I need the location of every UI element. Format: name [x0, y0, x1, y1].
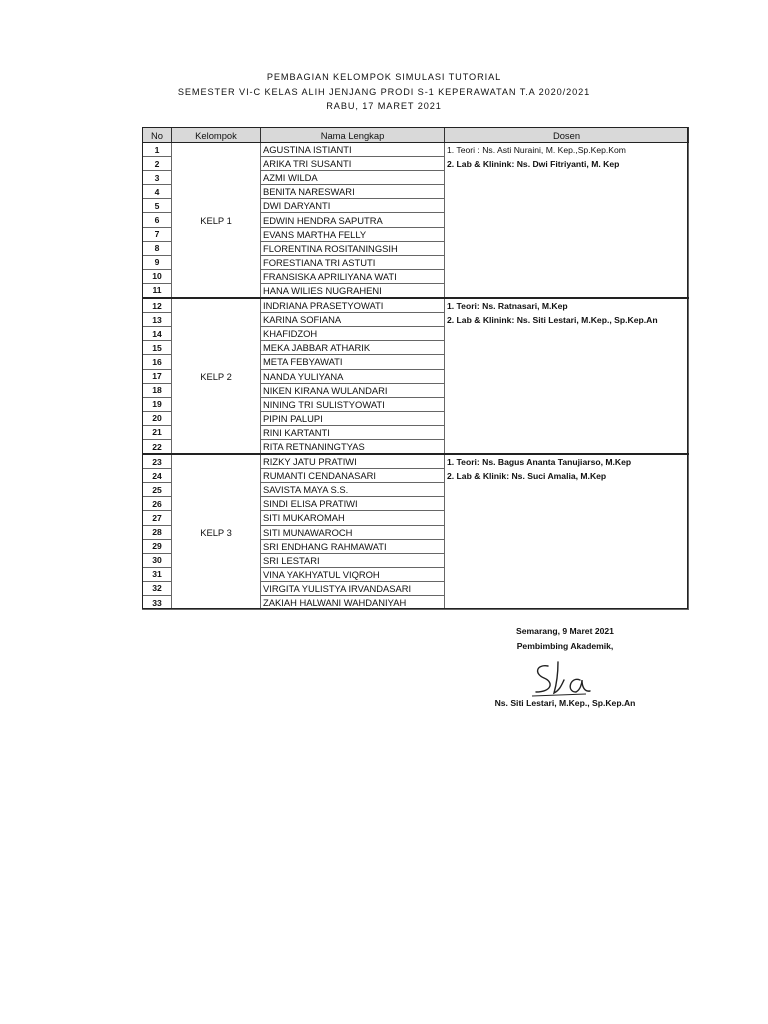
table-row	[143, 143, 689, 157]
col-header-kelompok: Kelompok	[172, 128, 261, 143]
row-number: 28	[143, 525, 172, 539]
row-number: 33	[143, 596, 172, 610]
table-header-row	[143, 128, 689, 143]
table-body	[143, 143, 689, 610]
header-title: PEMBAGIAN KELOMPOK SIMULASI TUTORIAL	[266, 72, 502, 82]
lecturer-cell	[445, 454, 689, 610]
member-name: NINING TRI SULISTYOWATI	[261, 397, 445, 411]
col-header-dosen: Dosen	[445, 128, 689, 143]
member-name: SINDI ELISA PRATIWI	[261, 497, 445, 511]
row-number: 11	[143, 283, 172, 298]
member-name: SRI ENDHANG RAHMAWATI	[261, 539, 445, 553]
header-date: RABU, 17 MARET 2021	[326, 101, 442, 111]
row-number: 2	[143, 157, 172, 171]
member-name: EVANS MARTHA FELLY	[261, 227, 445, 241]
col-header-nama: Nama Lengkap	[261, 128, 445, 143]
row-number: 19	[143, 397, 172, 411]
group-label: KELP 3	[172, 454, 261, 610]
member-name: KHAFIDZOH	[261, 327, 445, 341]
member-name: MEKA JABBAR ATHARIK	[261, 341, 445, 355]
member-name: INDRIANA PRASETYOWATI	[261, 298, 445, 313]
row-number: 16	[143, 355, 172, 369]
table-row	[143, 298, 689, 313]
signature-name: Ns. Siti Lestari, M.Kep., Sp.Kep.An	[494, 698, 636, 708]
table-row	[143, 454, 689, 469]
row-number: 10	[143, 269, 172, 283]
row-number: 26	[143, 497, 172, 511]
member-name: VINA YAKHYATUL VIQROH	[261, 567, 445, 581]
lecturer-line: 2. Lab & Klinink: Ns. Dwi Fitriyanti, M. Kep	[447, 159, 620, 169]
lecturer-line: 1. Teori: Ns. Ratnasari, M.Kep	[447, 301, 568, 312]
member-name: SAVISTA MAYA S.S.	[261, 483, 445, 497]
member-name: ARIKA TRI SUSANTI	[261, 157, 445, 171]
member-name: AGUSTINA ISTIANTI	[261, 143, 445, 157]
member-name: RITA RETNANINGTYAS	[261, 439, 445, 454]
row-number: 7	[143, 227, 172, 241]
row-number: 5	[143, 199, 172, 213]
lecturer-cell	[445, 298, 689, 454]
member-name: SRI LESTARI	[261, 553, 445, 567]
row-number: 18	[143, 383, 172, 397]
row-number: 6	[143, 213, 172, 227]
row-number: 27	[143, 511, 172, 525]
signature-role: Pembimbing Akademik,	[516, 641, 614, 651]
row-number: 31	[143, 567, 172, 581]
row-number: 21	[143, 425, 172, 439]
member-name: SITI MUKAROMAH	[261, 511, 445, 525]
lecturer-line: 1. Teori : Ns. Asti Nuraini, M. Kep.,Sp.Kep.Kom	[447, 145, 626, 155]
row-number: 29	[143, 539, 172, 553]
member-name: FORESTIANA TRI ASTUTI	[261, 255, 445, 269]
row-number: 14	[143, 327, 172, 341]
row-number: 9	[143, 255, 172, 269]
row-number: 3	[143, 171, 172, 185]
lecturer-line: 2. Lab & Klinink: Ns. Siti Lestari, M.Kep., Sp.Kep.An	[447, 315, 658, 326]
member-name: HANA WILIES NUGRAHENI	[261, 283, 445, 298]
lecturer-cell	[445, 143, 689, 299]
group-label: KELP 2	[172, 298, 261, 454]
row-number: 13	[143, 313, 172, 327]
row-number: 20	[143, 411, 172, 425]
row-number: 23	[143, 454, 172, 469]
row-number: 22	[143, 439, 172, 454]
member-name: EDWIN HENDRA SAPUTRA	[261, 213, 445, 227]
member-name: META FEBYAWATI	[261, 355, 445, 369]
group-label: KELP 1	[172, 143, 261, 299]
row-number: 1	[143, 143, 172, 157]
member-name: KARINA SOFIANA	[261, 313, 445, 327]
member-name: BENITA NARESWARI	[261, 185, 445, 199]
header-subtitle: SEMESTER VI-C KELAS ALIH JENJANG PRODI S-1 KEPERAWATAN T.A 2020/2021	[177, 86, 591, 97]
row-number: 17	[143, 369, 172, 383]
member-name: RIZKY JATU PRATIWI	[261, 454, 445, 469]
member-name: NANDA YULIYANA	[261, 369, 445, 383]
member-name: FLORENTINA ROSITANINGSIH	[261, 241, 445, 255]
row-number: 24	[143, 469, 172, 483]
member-name: AZMI WILDA	[261, 171, 445, 185]
col-header-no: No	[143, 128, 172, 143]
member-name: PIPIN PALUPI	[261, 411, 445, 425]
row-number: 25	[143, 483, 172, 497]
member-name: DWI DARYANTI	[261, 199, 445, 213]
member-name: RINI KARTANTI	[261, 425, 445, 439]
document-header	[0, 70, 768, 114]
group-table	[142, 127, 689, 610]
member-name: SITI MUNAWAROCH	[261, 525, 445, 539]
row-number: 30	[143, 553, 172, 567]
row-number: 15	[143, 341, 172, 355]
signature-place-date: Semarang, 9 Maret 2021	[516, 626, 614, 636]
member-name: VIRGITA YULISTYA IRVANDASARI	[261, 581, 445, 595]
lecturer-line: 2. Lab & Klinik: Ns. Suci Amalia, M.Kep	[447, 471, 607, 482]
row-number: 4	[143, 185, 172, 199]
row-number: 8	[143, 241, 172, 255]
lecturer-line: 1. Teori: Ns. Bagus Ananta Tanujiarso, M.Kep	[447, 457, 632, 468]
row-number: 12	[143, 298, 172, 313]
member-name: RUMANTI CENDANASARI	[261, 469, 445, 483]
signature-image	[528, 660, 598, 698]
member-name: NIKEN KIRANA WULANDARI	[261, 383, 445, 397]
member-name: FRANSISKA APRILIYANA WATI	[261, 269, 445, 283]
row-number: 32	[143, 581, 172, 595]
member-name: ZAKIAH HALWANI WAHDANIYAH	[261, 596, 445, 610]
